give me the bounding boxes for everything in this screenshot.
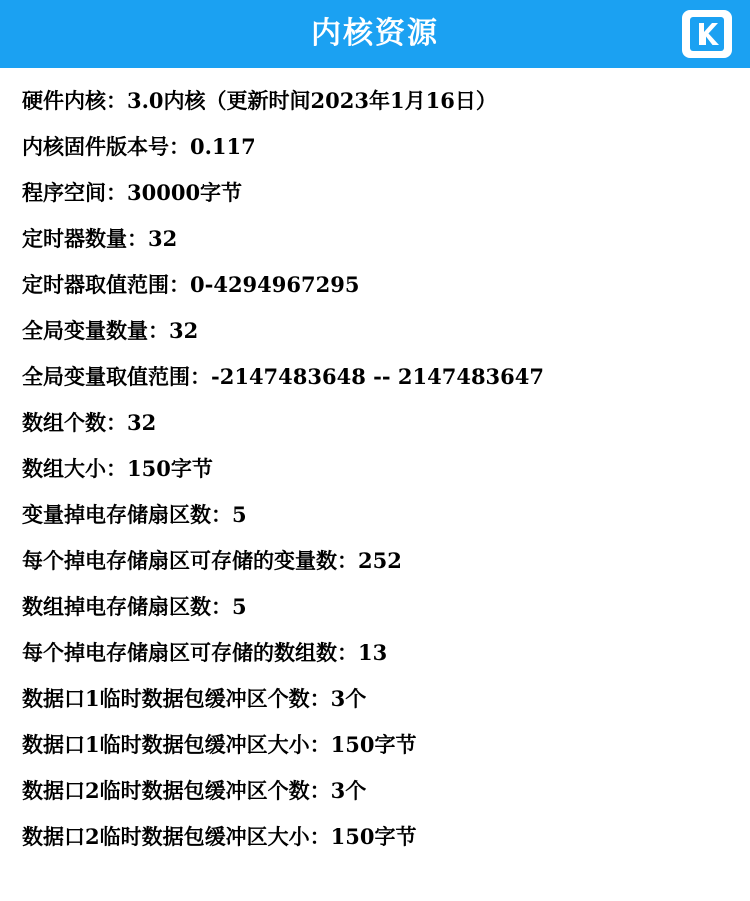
list-item: 数据口1临时数据包缓冲区大小：150字节	[22, 732, 417, 757]
list-item: 全局变量取值范围：-2147483648 -- 2147483647	[22, 364, 545, 389]
list-item: 数据口2临时数据包缓冲区大小：150字节	[22, 824, 417, 849]
list-item: 数组大小：150字节	[22, 456, 213, 481]
list-item: 数组个数：32	[22, 410, 157, 435]
list-item: 程序空间：30000字节	[22, 180, 243, 205]
k-logo-icon	[682, 10, 732, 58]
list-item: 定时器数量：32	[22, 226, 178, 251]
kernel-resource-list	[0, 68, 750, 847]
list-item: 每个掉电存储扇区可存储的数组数：13	[22, 640, 388, 665]
list-item: 变量掉电存储扇区数：5	[22, 502, 247, 527]
list-item: 硬件内核：3.0内核（更新时间2023年1月16日）	[22, 88, 497, 113]
list-item: 数组掉电存储扇区数：5	[22, 594, 247, 619]
page-header	[0, 0, 750, 68]
list-item: 每个掉电存储扇区可存储的变量数：252	[22, 548, 402, 573]
list-item: 定时器取值范围：0-4294967295	[22, 272, 360, 297]
page-title: 内核资源	[311, 16, 439, 51]
list-item: 全局变量数量：32	[22, 318, 199, 343]
list-item: 数据口1临时数据包缓冲区个数：3个	[22, 686, 367, 711]
list-item: 内核固件版本号：0.117	[22, 134, 256, 159]
list-item: 数据口2临时数据包缓冲区个数：3个	[22, 778, 367, 803]
